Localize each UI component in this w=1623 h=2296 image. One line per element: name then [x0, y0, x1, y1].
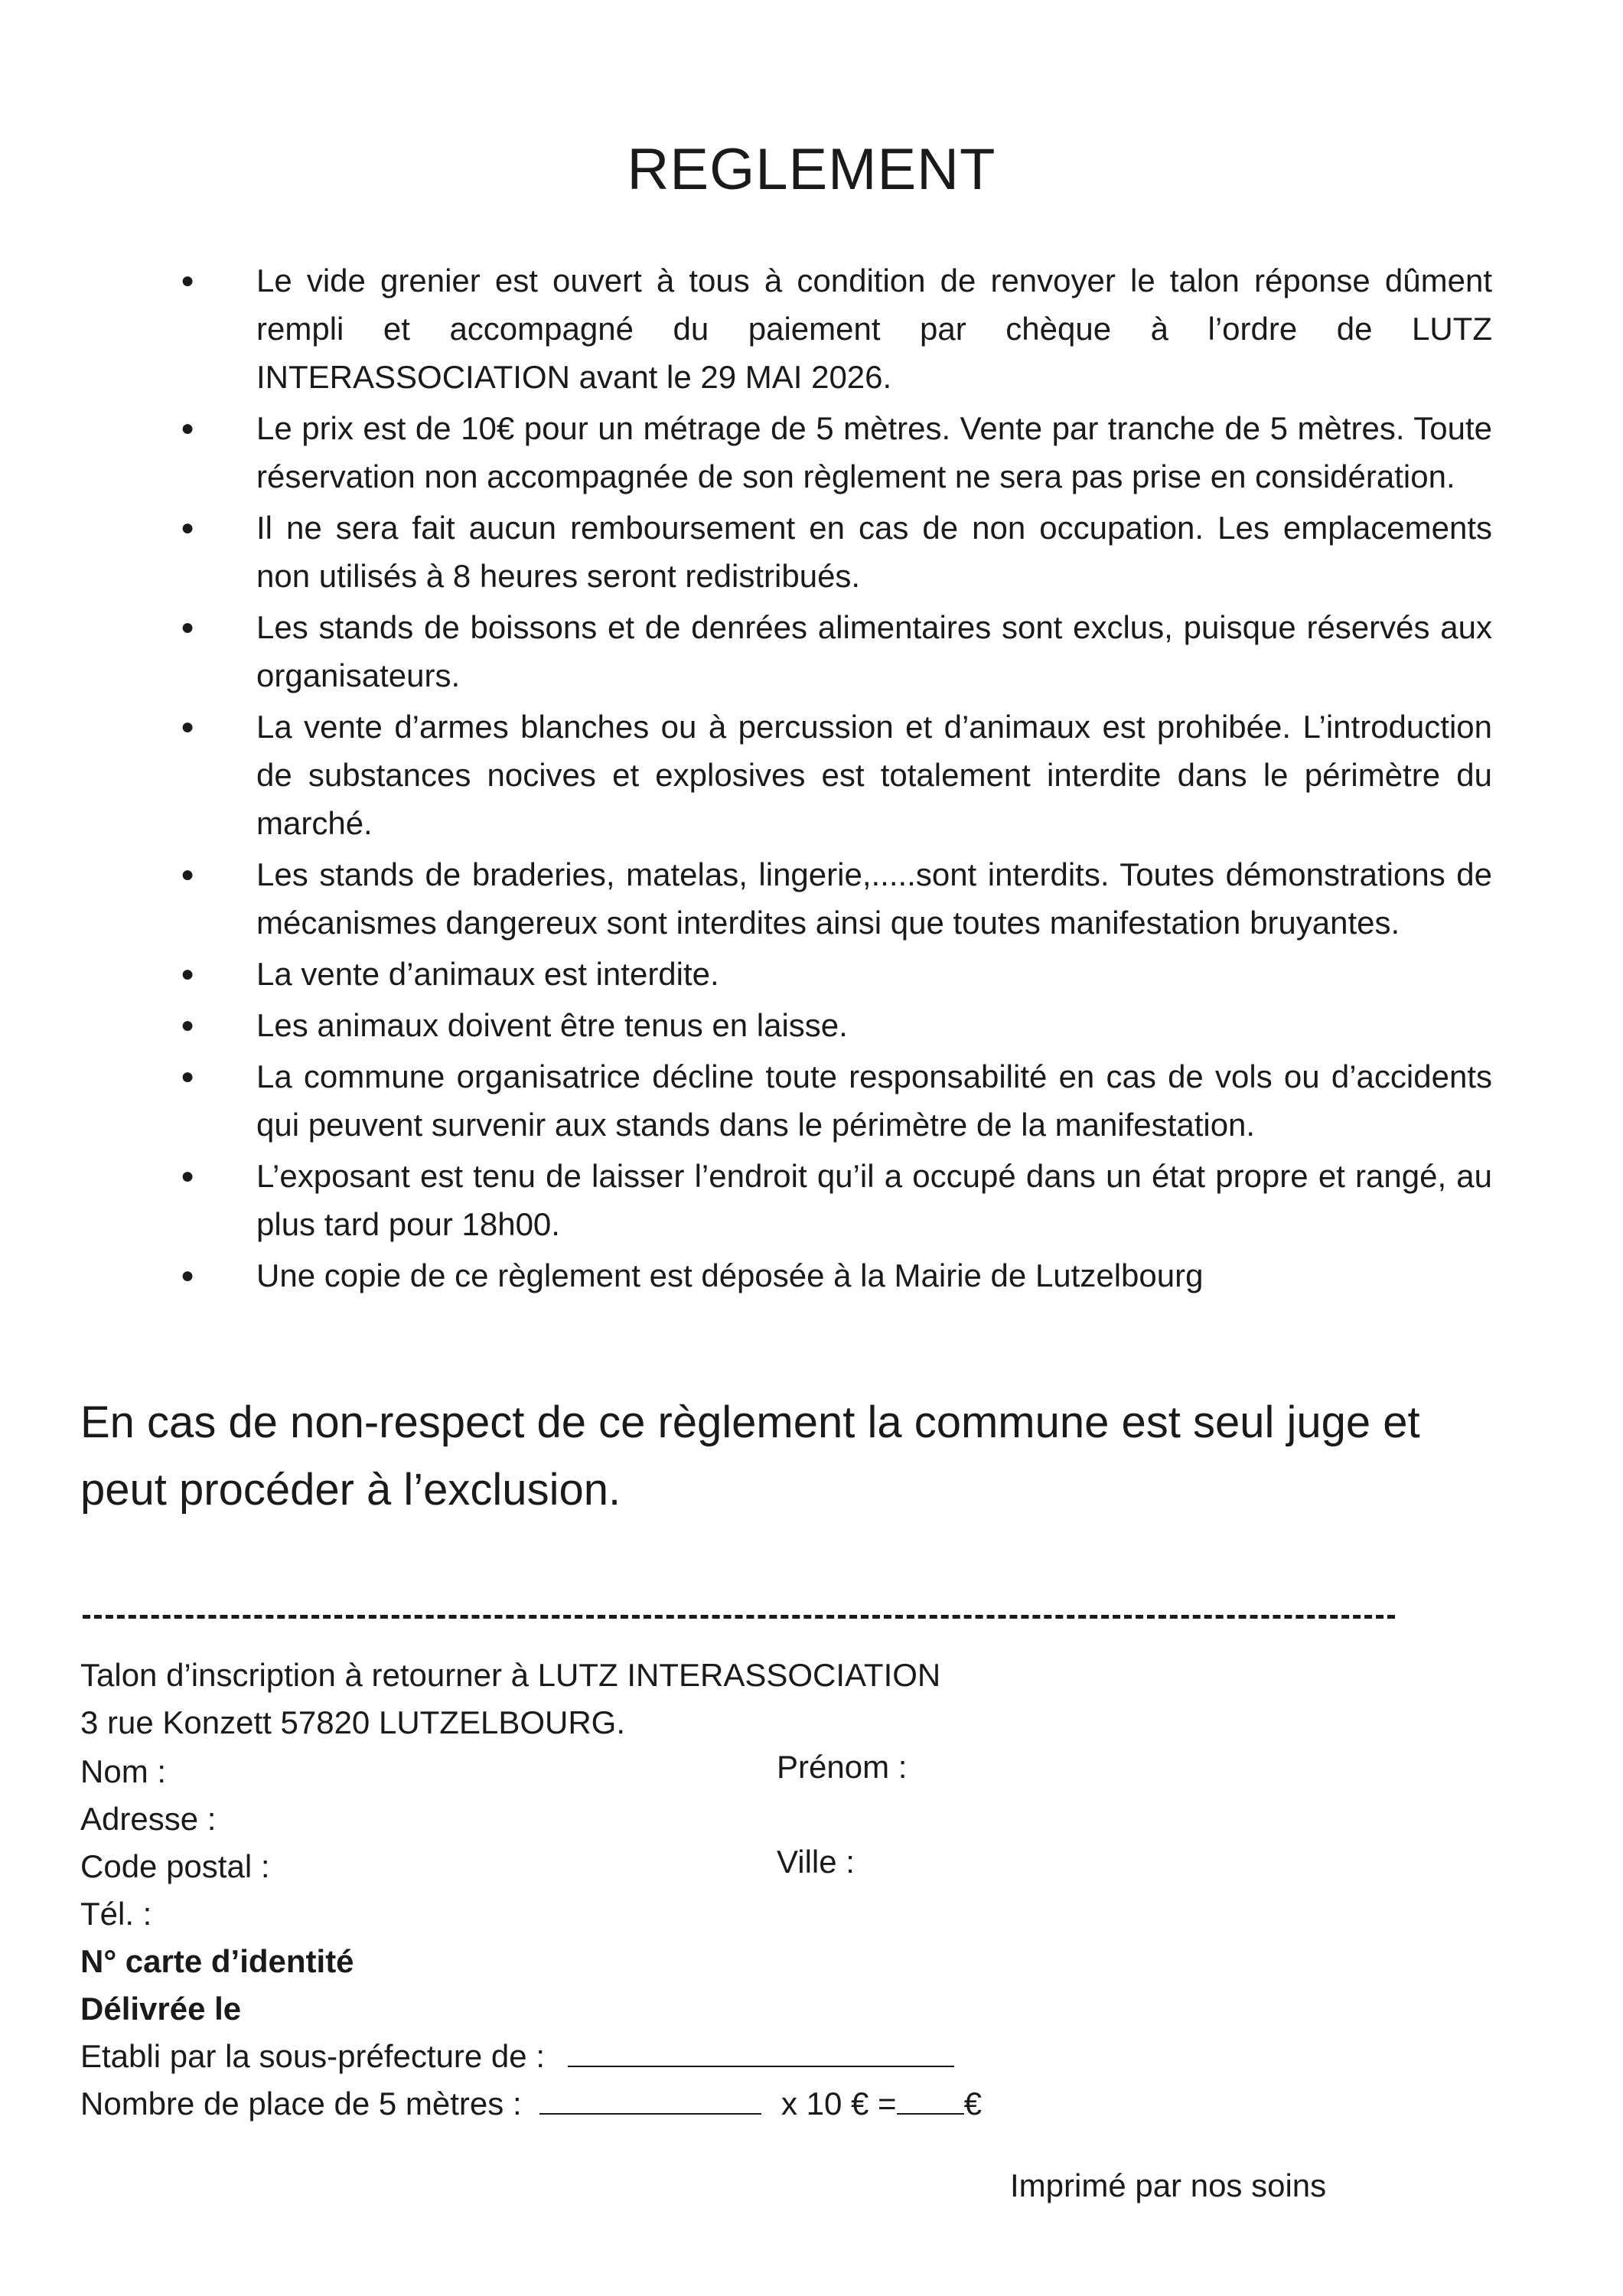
bullet-icon: ●	[180, 714, 195, 739]
delivree-label: Délivrée le	[80, 1991, 242, 2027]
bullet-icon: ●	[180, 268, 195, 293]
list-item	[172, 1152, 1492, 1248]
rule-text: La vente d’armes blanches ou à percussion et d’animaux est prohibée. L’introduction de substances nocives et explosives est totalement interdite dans le périmètre du marché.	[256, 709, 1492, 841]
adresse-label: Adresse :	[80, 1801, 217, 1837]
rule-text: Les animaux doivent être tenus en laisse.	[256, 1007, 848, 1043]
form-header-line2: 3 rue Konzett 57820 LUTZELBOURG.	[80, 1704, 626, 1740]
bullet-icon: ●	[180, 961, 195, 987]
list-item	[172, 256, 1492, 401]
rule-text: L’exposant est tenu de laisser l’endroit qu’il a occupé dans un état propre et rangé, au plus tard pour 18h00.	[256, 1158, 1492, 1242]
code-postal-label: Code postal :	[80, 1848, 270, 1884]
bullet-icon: ●	[180, 416, 195, 441]
list-item	[172, 850, 1492, 947]
bullet-icon: ●	[180, 1064, 195, 1089]
multiplier-text: x 10 € =	[781, 2086, 897, 2122]
carte-identite-label: N° carte d’identité	[80, 1943, 354, 1979]
rule-text: Les stands de boissons et de denrées alimentaires sont exclus, puisque réservés aux organisateurs.	[256, 609, 1492, 693]
etabli-row	[80, 2038, 954, 2075]
etabli-label: Etabli par la sous-préfecture de :	[80, 2038, 545, 2074]
bullet-icon: ●	[180, 862, 195, 887]
list-item	[172, 950, 1492, 998]
list-item	[172, 504, 1492, 600]
printed-by-footer: Imprimé par nos soins	[1010, 2167, 1327, 2203]
bullet-icon: ●	[180, 1013, 195, 1038]
cut-line-divider	[83, 1615, 1395, 1619]
rule-text: Une copie de ce règlement est déposée à la Mairie de Lutzelbourg	[256, 1257, 1204, 1293]
total-blank-field[interactable]	[897, 2089, 964, 2115]
list-item	[172, 404, 1492, 501]
nom-label: Nom :	[80, 1753, 167, 1789]
nombre-place-row	[80, 2086, 982, 2122]
page-title: REGLEMENT	[627, 137, 996, 202]
rule-text: Le prix est de 10€ pour un métrage de 5 mètres. Vente par tranche de 5 mètres. Toute réservation non accompagnée de son règlement ne sera pas prise en considération.	[256, 410, 1492, 494]
rule-text: Le vide grenier est ouvert à tous à condition de renvoyer le talon réponse dûment rempli et accompagné du paiement par chèque à l’ordre de LUTZ INTERASSOCIATION avant le 29 MAI 2026.	[256, 263, 1492, 395]
rule-text: La commune organisatrice décline toute responsabilité en cas de vols ou d’accidents qui peuvent survenir aux stands dans le périmètre de la manifestation.	[256, 1058, 1492, 1143]
bullet-icon: ●	[180, 1163, 195, 1189]
bullet-icon: ●	[180, 515, 195, 540]
tel-label: Tél. :	[80, 1896, 152, 1932]
list-item	[172, 703, 1492, 847]
nombre-place-label: Nombre de place de 5 mètres :	[80, 2086, 522, 2122]
euro-symbol: €	[963, 2086, 982, 2122]
bullet-icon: ●	[180, 1263, 195, 1288]
exclusion-warning: En cas de non-respect de ce règlement la commune est seul juge et peut procéder à l’exclusion.	[80, 1397, 1420, 1515]
list-item	[172, 1052, 1492, 1149]
list-item	[172, 603, 1492, 700]
bullet-icon: ●	[180, 615, 195, 640]
nombre-place-blank-field[interactable]	[539, 2089, 761, 2115]
list-item	[172, 1001, 1492, 1049]
prenom-label: Prénom :	[777, 1749, 908, 1785]
form-header-line1: Talon d’inscription à retourner à LUTZ INTERASSOCIATION	[80, 1657, 941, 1693]
rule-text: Il ne sera fait aucun remboursement en cas de non occupation. Les emplacements non utilisés à 8 heures seront redistribués.	[256, 510, 1492, 594]
rules-list	[172, 256, 1492, 1303]
list-item	[172, 1251, 1492, 1300]
ville-label: Ville :	[777, 1844, 855, 1880]
rule-text: La vente d’animaux est interdite.	[256, 956, 719, 992]
etabli-blank-field[interactable]	[568, 2041, 954, 2067]
rule-text: Les stands de braderies, matelas, lingerie,.....sont interdits. Toutes démonstrations de mécanismes dangereux sont interdites ainsi que toutes manifestation bruyantes.	[256, 856, 1492, 941]
